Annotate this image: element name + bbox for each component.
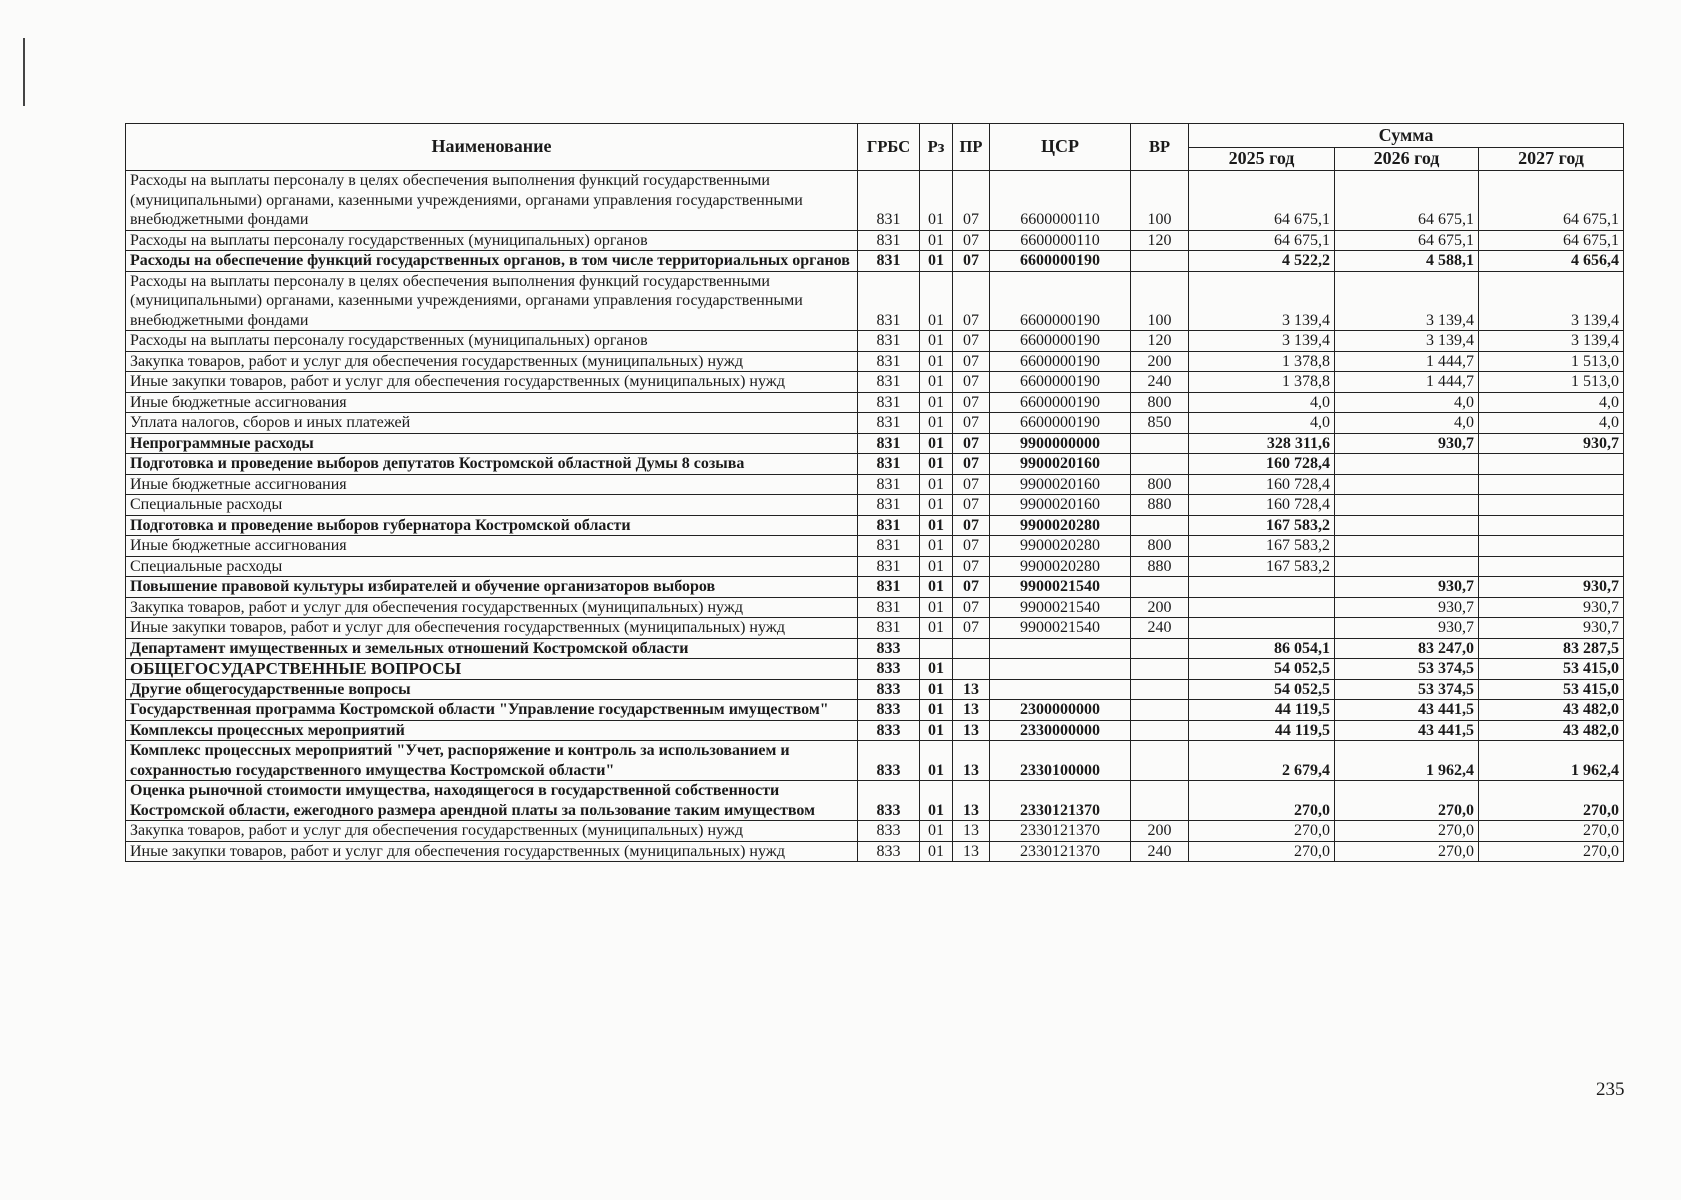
cell-2026: 930,7	[1335, 433, 1479, 454]
cell-rz: 01	[920, 781, 953, 821]
cell-grbs: 831	[858, 331, 920, 352]
table-row	[126, 433, 1624, 454]
cell-rz: 01	[920, 454, 953, 475]
cell-csr: 2330121370	[990, 821, 1131, 842]
col-header-name: Наименование	[126, 124, 858, 171]
cell-pr: 07	[953, 536, 990, 557]
cell-rz: 01	[920, 331, 953, 352]
cell-name: Подготовка и проведение выборов депутатов Костромской областной Думы 8 созыва	[126, 454, 858, 475]
cell-2025: 86 054,1	[1189, 638, 1335, 659]
cell-pr	[953, 659, 990, 680]
cell-csr: 9900020160	[990, 495, 1131, 516]
cell-vr	[1131, 638, 1189, 659]
cell-vr	[1131, 454, 1189, 475]
cell-2026: 4,0	[1335, 392, 1479, 413]
cell-csr: 2330121370	[990, 781, 1131, 821]
cell-pr: 07	[953, 331, 990, 352]
cell-2027	[1479, 556, 1624, 577]
cell-rz: 01	[920, 495, 953, 516]
table-row	[126, 495, 1624, 516]
cell-grbs: 831	[858, 515, 920, 536]
table-row	[126, 659, 1624, 680]
cell-vr	[1131, 741, 1189, 781]
cell-vr: 200	[1131, 597, 1189, 618]
table-row	[126, 351, 1624, 372]
cell-rz: 01	[920, 536, 953, 557]
cell-vr: 800	[1131, 392, 1189, 413]
cell-name: Комплекс процессных мероприятий "Учет, распоряжение и контроль за использованием и сохранностью государственного имущества Костромской области"	[126, 741, 858, 781]
cell-name: Расходы на выплаты персоналу государственных (муниципальных) органов	[126, 230, 858, 251]
cell-csr	[990, 638, 1131, 659]
cell-2026	[1335, 454, 1479, 475]
cell-name: Специальные расходы	[126, 495, 858, 516]
cell-2026: 270,0	[1335, 821, 1479, 842]
cell-name: Иные бюджетные ассигнования	[126, 536, 858, 557]
cell-rz: 01	[920, 351, 953, 372]
cell-grbs: 833	[858, 741, 920, 781]
cell-grbs: 831	[858, 271, 920, 331]
cell-2025	[1189, 618, 1335, 639]
cell-name: Департамент имущественных и земельных отношений Костромской области	[126, 638, 858, 659]
cell-grbs: 833	[858, 841, 920, 862]
cell-rz: 01	[920, 474, 953, 495]
table-row	[126, 577, 1624, 598]
cell-2025: 1 378,8	[1189, 351, 1335, 372]
cell-csr: 9900021540	[990, 577, 1131, 598]
cell-name: Повышение правовой культуры избирателей и обучение организаторов выборов	[126, 577, 858, 598]
cell-rz: 01	[920, 271, 953, 331]
table-header	[126, 124, 1624, 171]
cell-pr: 07	[953, 413, 990, 434]
cell-csr: 9900020160	[990, 474, 1131, 495]
cell-2026: 3 139,4	[1335, 331, 1479, 352]
cell-2027: 3 139,4	[1479, 271, 1624, 331]
cell-csr: 6600000190	[990, 271, 1131, 331]
table-row	[126, 413, 1624, 434]
cell-rz: 01	[920, 597, 953, 618]
cell-name: Расходы на выплаты персоналу государственных (муниципальных) органов	[126, 331, 858, 352]
cell-rz: 01	[920, 230, 953, 251]
cell-pr: 13	[953, 741, 990, 781]
cell-name: Расходы на обеспечение функций государственных органов, в том числе территориальных органов	[126, 251, 858, 272]
cell-csr: 9900020280	[990, 556, 1131, 577]
cell-name: Комплексы процессных мероприятий	[126, 720, 858, 741]
cell-2027: 4,0	[1479, 392, 1624, 413]
cell-grbs: 831	[858, 536, 920, 557]
cell-vr	[1131, 433, 1189, 454]
cell-grbs: 831	[858, 372, 920, 393]
cell-grbs: 831	[858, 618, 920, 639]
col-header-vr: ВР	[1131, 124, 1189, 171]
cell-2026: 64 675,1	[1335, 230, 1479, 251]
cell-rz: 01	[920, 659, 953, 680]
cell-2025: 44 119,5	[1189, 700, 1335, 721]
cell-vr: 100	[1131, 271, 1189, 331]
cell-2025: 54 052,5	[1189, 659, 1335, 680]
cell-vr: 200	[1131, 351, 1189, 372]
cell-rz: 01	[920, 700, 953, 721]
cell-2027: 43 482,0	[1479, 700, 1624, 721]
cell-grbs: 831	[858, 392, 920, 413]
cell-grbs: 833	[858, 679, 920, 700]
cell-2025: 64 675,1	[1189, 230, 1335, 251]
cell-2027	[1479, 454, 1624, 475]
cell-pr: 07	[953, 556, 990, 577]
cell-grbs: 833	[858, 659, 920, 680]
cell-2027: 64 675,1	[1479, 230, 1624, 251]
cell-rz: 01	[920, 515, 953, 536]
cell-2026: 1 962,4	[1335, 741, 1479, 781]
margin-mark	[23, 38, 25, 106]
cell-name: Закупка товаров, работ и услуг для обеспечения государственных (муниципальных) нужд	[126, 597, 858, 618]
cell-grbs: 831	[858, 413, 920, 434]
cell-csr: 2330121370	[990, 841, 1131, 862]
table-row	[126, 230, 1624, 251]
cell-name: Уплата налогов, сборов и иных платежей	[126, 413, 858, 434]
table-row	[126, 556, 1624, 577]
cell-grbs: 831	[858, 495, 920, 516]
cell-rz	[920, 638, 953, 659]
cell-2025	[1189, 597, 1335, 618]
cell-2025: 1 378,8	[1189, 372, 1335, 393]
cell-vr: 120	[1131, 331, 1189, 352]
cell-grbs: 831	[858, 351, 920, 372]
cell-pr: 07	[953, 230, 990, 251]
cell-grbs: 831	[858, 577, 920, 598]
cell-2025: 64 675,1	[1189, 171, 1335, 231]
cell-rz: 01	[920, 392, 953, 413]
cell-pr: 13	[953, 700, 990, 721]
cell-csr: 9900020280	[990, 515, 1131, 536]
cell-vr	[1131, 577, 1189, 598]
cell-pr: 07	[953, 251, 990, 272]
cell-2026: 83 247,0	[1335, 638, 1479, 659]
cell-pr: 07	[953, 515, 990, 536]
cell-2027: 43 482,0	[1479, 720, 1624, 741]
cell-2026: 53 374,5	[1335, 659, 1479, 680]
cell-name: Закупка товаров, работ и услуг для обеспечения государственных (муниципальных) нужд	[126, 821, 858, 842]
cell-vr: 240	[1131, 372, 1189, 393]
cell-2026: 930,7	[1335, 597, 1479, 618]
cell-2026: 930,7	[1335, 618, 1479, 639]
cell-vr	[1131, 515, 1189, 536]
table-row	[126, 841, 1624, 862]
cell-2025: 270,0	[1189, 841, 1335, 862]
cell-2027: 930,7	[1479, 433, 1624, 454]
table-row	[126, 720, 1624, 741]
cell-csr: 6600000190	[990, 413, 1131, 434]
cell-csr: 9900020280	[990, 536, 1131, 557]
cell-vr: 800	[1131, 536, 1189, 557]
cell-2026	[1335, 556, 1479, 577]
cell-grbs: 833	[858, 638, 920, 659]
cell-2027: 930,7	[1479, 597, 1624, 618]
cell-csr: 2330000000	[990, 720, 1131, 741]
table-row	[126, 372, 1624, 393]
table-row	[126, 679, 1624, 700]
cell-name: Подготовка и проведение выборов губернатора Костромской области	[126, 515, 858, 536]
cell-csr: 9900020160	[990, 454, 1131, 475]
cell-vr: 880	[1131, 556, 1189, 577]
cell-grbs: 831	[858, 597, 920, 618]
cell-vr	[1131, 781, 1189, 821]
cell-2025: 160 728,4	[1189, 474, 1335, 495]
cell-vr: 120	[1131, 230, 1189, 251]
col-header-grbs: ГРБС	[858, 124, 920, 171]
cell-2027	[1479, 515, 1624, 536]
cell-vr	[1131, 720, 1189, 741]
table-row	[126, 271, 1624, 331]
cell-2026: 4,0	[1335, 413, 1479, 434]
cell-csr: 6600000190	[990, 251, 1131, 272]
budget-table	[125, 123, 1624, 862]
cell-rz: 01	[920, 413, 953, 434]
cell-rz: 01	[920, 372, 953, 393]
cell-pr: 13	[953, 821, 990, 842]
cell-rz: 01	[920, 841, 953, 862]
table-body	[126, 171, 1624, 862]
page-number: 235	[1596, 1079, 1625, 1100]
table-row	[126, 781, 1624, 821]
cell-2027: 3 139,4	[1479, 331, 1624, 352]
cell-2026: 53 374,5	[1335, 679, 1479, 700]
cell-csr: 9900021540	[990, 618, 1131, 639]
cell-name: Иные бюджетные ассигнования	[126, 392, 858, 413]
cell-rz: 01	[920, 171, 953, 231]
cell-rz: 01	[920, 556, 953, 577]
cell-grbs: 831	[858, 230, 920, 251]
cell-grbs: 831	[858, 251, 920, 272]
cell-2027: 4 656,4	[1479, 251, 1624, 272]
table-row	[126, 515, 1624, 536]
cell-csr	[990, 659, 1131, 680]
cell-2026	[1335, 495, 1479, 516]
table-row	[126, 536, 1624, 557]
cell-vr	[1131, 700, 1189, 721]
cell-name: Оценка рыночной стоимости имущества, находящегося в государственной собственности Костромской области, ежегодного размера арендной платы за пользование таким имуществом	[126, 781, 858, 821]
table-row	[126, 331, 1624, 352]
cell-pr: 07	[953, 618, 990, 639]
cell-csr: 6600000190	[990, 392, 1131, 413]
cell-2027: 1 962,4	[1479, 741, 1624, 781]
cell-grbs: 833	[858, 720, 920, 741]
table-row	[126, 251, 1624, 272]
cell-name: Иные закупки товаров, работ и услуг для обеспечения государственных (муниципальных) нужд	[126, 372, 858, 393]
cell-vr: 100	[1131, 171, 1189, 231]
cell-2025: 44 119,5	[1189, 720, 1335, 741]
cell-2025: 4,0	[1189, 413, 1335, 434]
cell-csr: 6600000190	[990, 331, 1131, 352]
cell-pr: 13	[953, 679, 990, 700]
cell-2026: 270,0	[1335, 781, 1479, 821]
cell-name: Расходы на выплаты персоналу в целях обеспечения выполнения функций государственными (муниципальными) органами, казенными учреждениями, органами управления государственными внебюджетными фондами	[126, 171, 858, 231]
cell-2027: 83 287,5	[1479, 638, 1624, 659]
cell-rz: 01	[920, 433, 953, 454]
cell-name: Иные закупки товаров, работ и услуг для обеспечения государственных (муниципальных) нужд	[126, 841, 858, 862]
cell-pr: 07	[953, 351, 990, 372]
cell-vr	[1131, 251, 1189, 272]
cell-2027: 270,0	[1479, 841, 1624, 862]
cell-csr: 6600000110	[990, 230, 1131, 251]
cell-2026: 43 441,5	[1335, 700, 1479, 721]
cell-rz: 01	[920, 720, 953, 741]
table-row	[126, 474, 1624, 495]
cell-name: Иные закупки товаров, работ и услуг для обеспечения государственных (муниципальных) нужд	[126, 618, 858, 639]
table-row	[126, 618, 1624, 639]
cell-pr: 07	[953, 577, 990, 598]
cell-2027	[1479, 474, 1624, 495]
cell-csr	[990, 679, 1131, 700]
col-header-sum: Сумма	[1189, 124, 1624, 148]
cell-pr: 07	[953, 597, 990, 618]
table-row	[126, 821, 1624, 842]
cell-2025: 167 583,2	[1189, 536, 1335, 557]
cell-2027: 64 675,1	[1479, 171, 1624, 231]
cell-2027: 53 415,0	[1479, 659, 1624, 680]
cell-2025: 3 139,4	[1189, 271, 1335, 331]
cell-2025: 167 583,2	[1189, 556, 1335, 577]
cell-csr: 2330100000	[990, 741, 1131, 781]
cell-2026	[1335, 515, 1479, 536]
cell-pr: 07	[953, 433, 990, 454]
table-row	[126, 741, 1624, 781]
cell-grbs: 831	[858, 556, 920, 577]
cell-grbs: 833	[858, 821, 920, 842]
cell-name: ОБЩЕГОСУДАРСТВЕННЫЕ ВОПРОСЫ	[126, 659, 858, 680]
cell-2025: 4,0	[1189, 392, 1335, 413]
cell-grbs: 831	[858, 171, 920, 231]
cell-name: Расходы на выплаты персоналу в целях обеспечения выполнения функций государственными (муниципальными) органами, казенными учреждениями, органами управления государственными внебюджетными фондами	[126, 271, 858, 331]
cell-2026: 1 444,7	[1335, 351, 1479, 372]
cell-rz: 01	[920, 251, 953, 272]
col-header-pr: ПР	[953, 124, 990, 171]
cell-vr: 240	[1131, 618, 1189, 639]
cell-2026: 43 441,5	[1335, 720, 1479, 741]
cell-rz: 01	[920, 679, 953, 700]
col-header-2025: 2025 год	[1189, 148, 1335, 171]
cell-rz: 01	[920, 577, 953, 598]
cell-2027: 270,0	[1479, 821, 1624, 842]
table-row	[126, 700, 1624, 721]
cell-pr: 07	[953, 454, 990, 475]
cell-grbs: 833	[858, 700, 920, 721]
cell-2027	[1479, 495, 1624, 516]
cell-2025	[1189, 577, 1335, 598]
cell-2025: 4 522,2	[1189, 251, 1335, 272]
cell-vr: 200	[1131, 821, 1189, 842]
cell-2027	[1479, 536, 1624, 557]
cell-pr: 07	[953, 171, 990, 231]
cell-grbs: 831	[858, 433, 920, 454]
cell-rz: 01	[920, 821, 953, 842]
cell-grbs: 831	[858, 474, 920, 495]
cell-pr: 13	[953, 720, 990, 741]
cell-grbs: 831	[858, 454, 920, 475]
cell-name: Государственная программа Костромской области "Управление государственным имуществом"	[126, 700, 858, 721]
cell-2026: 930,7	[1335, 577, 1479, 598]
cell-pr: 13	[953, 781, 990, 821]
cell-csr: 6600000190	[990, 351, 1131, 372]
cell-2026: 4 588,1	[1335, 251, 1479, 272]
table-row	[126, 638, 1624, 659]
cell-2025: 270,0	[1189, 821, 1335, 842]
cell-vr	[1131, 679, 1189, 700]
cell-2027: 53 415,0	[1479, 679, 1624, 700]
cell-csr: 9900021540	[990, 597, 1131, 618]
cell-2026: 1 444,7	[1335, 372, 1479, 393]
cell-2027: 4,0	[1479, 413, 1624, 434]
cell-2025: 328 311,6	[1189, 433, 1335, 454]
col-header-2026: 2026 год	[1335, 148, 1479, 171]
cell-2025: 160 728,4	[1189, 454, 1335, 475]
cell-pr: 07	[953, 474, 990, 495]
table-row	[126, 171, 1624, 231]
cell-pr: 13	[953, 841, 990, 862]
cell-2026: 64 675,1	[1335, 171, 1479, 231]
cell-vr: 850	[1131, 413, 1189, 434]
cell-2026	[1335, 536, 1479, 557]
cell-csr: 6600000190	[990, 372, 1131, 393]
cell-vr: 800	[1131, 474, 1189, 495]
col-header-rz: Рз	[920, 124, 953, 171]
cell-name: Специальные расходы	[126, 556, 858, 577]
cell-2026: 270,0	[1335, 841, 1479, 862]
col-header-2027: 2027 год	[1479, 148, 1624, 171]
cell-csr: 2300000000	[990, 700, 1131, 721]
cell-name: Другие общегосударственные вопросы	[126, 679, 858, 700]
cell-pr: 07	[953, 495, 990, 516]
cell-2025: 270,0	[1189, 781, 1335, 821]
cell-vr: 880	[1131, 495, 1189, 516]
cell-csr: 6600000110	[990, 171, 1131, 231]
cell-grbs: 833	[858, 781, 920, 821]
cell-rz: 01	[920, 741, 953, 781]
cell-pr: 07	[953, 392, 990, 413]
cell-2027: 930,7	[1479, 577, 1624, 598]
cell-2025: 54 052,5	[1189, 679, 1335, 700]
cell-2026	[1335, 474, 1479, 495]
cell-name: Закупка товаров, работ и услуг для обеспечения государственных (муниципальных) нужд	[126, 351, 858, 372]
table-row	[126, 392, 1624, 413]
cell-2025: 167 583,2	[1189, 515, 1335, 536]
cell-2027: 1 513,0	[1479, 372, 1624, 393]
cell-2027: 270,0	[1479, 781, 1624, 821]
cell-vr	[1131, 659, 1189, 680]
cell-2027: 1 513,0	[1479, 351, 1624, 372]
cell-rz: 01	[920, 618, 953, 639]
cell-csr: 9900000000	[990, 433, 1131, 454]
cell-vr: 240	[1131, 841, 1189, 862]
cell-2025: 3 139,4	[1189, 331, 1335, 352]
cell-pr	[953, 638, 990, 659]
cell-2026: 3 139,4	[1335, 271, 1479, 331]
cell-2025: 160 728,4	[1189, 495, 1335, 516]
cell-pr: 07	[953, 372, 990, 393]
cell-pr: 07	[953, 271, 990, 331]
table-row	[126, 454, 1624, 475]
table-row	[126, 597, 1624, 618]
col-header-csr: ЦСР	[990, 124, 1131, 171]
cell-name: Непрограммные расходы	[126, 433, 858, 454]
cell-2027: 930,7	[1479, 618, 1624, 639]
cell-2025: 2 679,4	[1189, 741, 1335, 781]
cell-name: Иные бюджетные ассигнования	[126, 474, 858, 495]
